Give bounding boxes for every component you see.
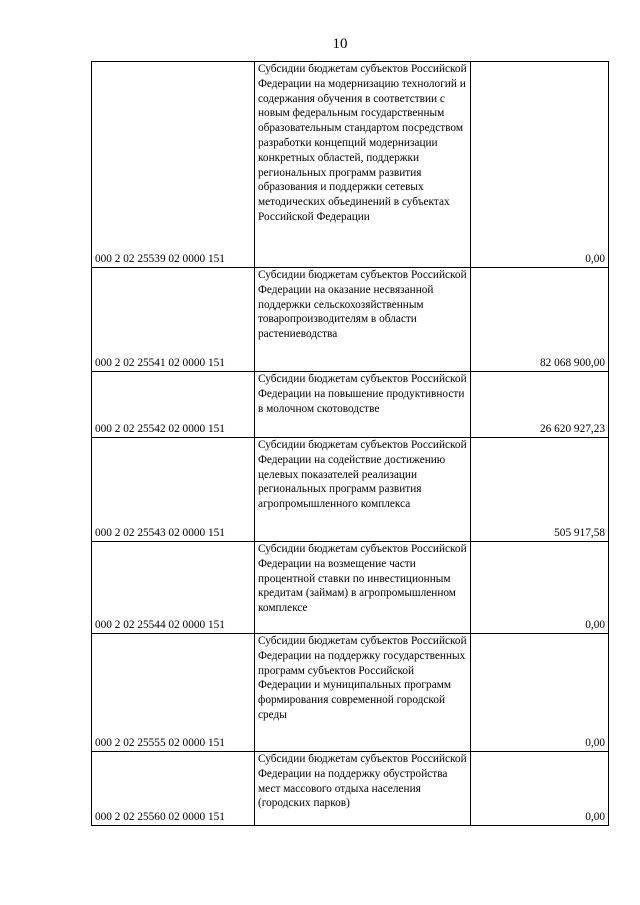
revenue-code-cell: 000 2 02 25542 02 0000 151: [92, 372, 255, 438]
revenue-description-cell: Субсидии бюджетам субъектов Российской Федерации на оказание несвязанной поддержки сельскохозяйственным товаропроизводителям в области растениеводства: [255, 268, 471, 372]
revenue-amount-cell: 0,00: [471, 634, 609, 752]
revenue-amount-cell: 26 620 927,23: [471, 372, 609, 438]
revenue-code-cell: 000 2 02 25560 02 0000 151: [92, 752, 255, 826]
revenue-description-cell: Субсидии бюджетам субъектов Российской Федерации на содействие достижению целевых показателей реализации региональных программ развития агропромышленного комплекса: [255, 438, 471, 542]
page-number: 10: [332, 36, 348, 52]
revenue-description-cell: Субсидии бюджетам субъектов Российской Федерации на возмещение части процентной ставки по инвестиционным кредитам (займам) в агропромышленном комплексе: [255, 542, 471, 634]
table-row: [92, 752, 609, 826]
revenue-amount-cell: 505 917,58: [471, 438, 609, 542]
revenue-amount-cell: 0,00: [471, 752, 609, 826]
revenue-code-cell: 000 2 02 25539 02 0000 151: [92, 62, 255, 268]
table-row: [92, 634, 609, 752]
table-row: [92, 438, 609, 542]
revenue-amount-cell: 0,00: [471, 62, 609, 268]
revenue-description-cell: Субсидии бюджетам субъектов Российской Федерации на повышение продуктивности в молочном скотоводстве: [255, 372, 471, 438]
revenue-code-cell: 000 2 02 25543 02 0000 151: [92, 438, 255, 542]
revenue-code-cell: 000 2 02 25555 02 0000 151: [92, 634, 255, 752]
revenue-amount-cell: 0,00: [471, 542, 609, 634]
table-row: [92, 542, 609, 634]
table-row: [92, 372, 609, 438]
table-row: [92, 62, 609, 268]
revenue-amount-cell: 82 068 900,00: [471, 268, 609, 372]
revenue-description-cell: Субсидии бюджетам субъектов Российской Федерации на поддержку государственных программ субъектов Российской Федерации и муниципальных программ формирования современной городской среды: [255, 634, 471, 752]
table-row: [92, 268, 609, 372]
budget-revenue-table: [91, 61, 609, 826]
revenue-description-cell: Субсидии бюджетам субъектов Российской Федерации на поддержку обустройства мест массового отдыха населения (городских парков): [255, 752, 471, 826]
revenue-code-cell: 000 2 02 25544 02 0000 151: [92, 542, 255, 634]
revenue-description-cell: Субсидии бюджетам субъектов Российской Федерации на модернизацию технологий и содержания обучения в соответствии с новым федеральным государственным образовательным стандартом посредством разработки концепций модернизации конкретных областей, поддержки региональных программ развития образования и поддержки сетевых методических объединений в субъектах Российской Федерации: [255, 62, 471, 268]
revenue-code-cell: 000 2 02 25541 02 0000 151: [92, 268, 255, 372]
